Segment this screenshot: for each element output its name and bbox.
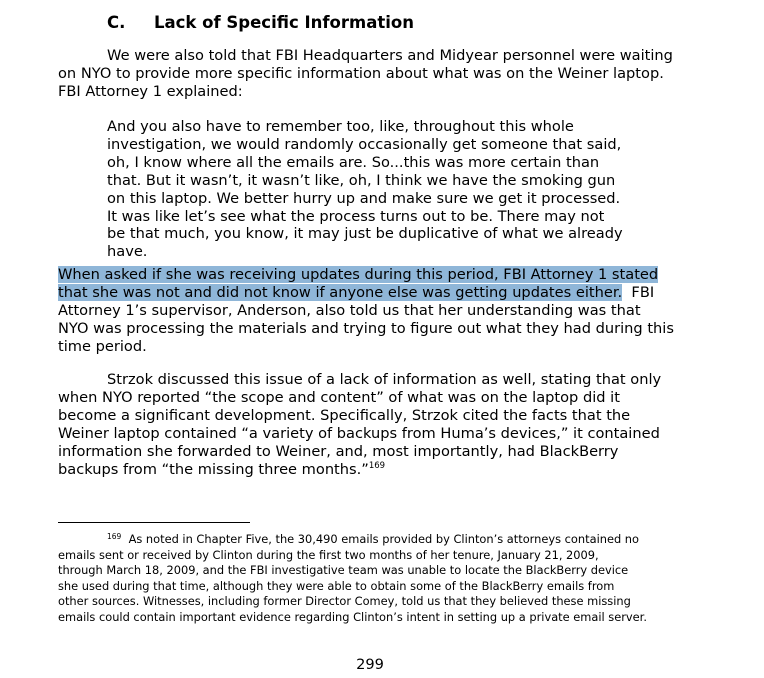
- text-line: [58, 461, 698, 479]
- paragraph-strzok: [58, 371, 698, 479]
- text-line: Attorney 1’s supervisor, Anderson, also told us that her understanding was that: [58, 302, 641, 319]
- text-line: [58, 266, 698, 284]
- footnote-number: 169: [107, 532, 122, 541]
- text-segment: backups from “the missing three months.”: [58, 461, 369, 478]
- footnote-line: [58, 532, 698, 548]
- footnote-reference[interactable]: 169: [368, 461, 386, 471]
- text-line: when NYO reported “the scope and content” of what was on the laptop did it: [58, 389, 620, 406]
- text-line: We were also told that FBI Headquarters and Midyear personnel were waiting: [107, 47, 673, 64]
- footnote: [58, 532, 698, 626]
- block-quote: [107, 118, 647, 261]
- page-number: 299: [356, 656, 384, 673]
- text-line: become a significant development. Specifically, Strzok cited the facts that the: [58, 407, 631, 424]
- quote-line: It was like let’s see what the process turns out to be. There may not: [107, 207, 605, 225]
- quote-line: that. But it wasn’t, it wasn’t like, oh, I think we have the smoking gun: [107, 171, 616, 189]
- text-line: FBI Attorney 1 explained:: [58, 83, 243, 100]
- footnote-divider: [58, 522, 250, 523]
- footnote-line: she used during that time, although they were able to obtain some of the BlackBerry emails from: [58, 578, 615, 593]
- text-line: NYO was processing the materials and trying to figure out what they had during this: [58, 320, 674, 337]
- quote-line: have.: [107, 243, 148, 261]
- quote-line: And you also have to remember too, like, throughout this whole: [107, 118, 574, 135]
- footnote-line: emails sent or received by Clinton during the first two months of her tenure, January 21, 2009,: [58, 547, 599, 562]
- section-title: Lack of Specific Information: [154, 13, 414, 32]
- text-line: Weiner laptop contained “a variety of backups from Huma’s devices,” it contained: [58, 425, 660, 442]
- section-heading: [107, 13, 414, 32]
- paragraph-updates: [58, 266, 698, 356]
- quote-line: be that much, you know, it may just be duplicative of what we already: [107, 225, 623, 243]
- quote-line: investigation, we would randomly occasionally get someone that said,: [107, 135, 622, 153]
- footnote-line: through March 18, 2009, and the FBI investigative team was unable to locate the BlackBerry device: [58, 563, 629, 578]
- footnote-line: emails could contain important evidence regarding Clinton’s intent in setting up a private email server.: [58, 609, 647, 624]
- selected-text-highlight[interactable]: When asked if she was receiving updates during this period, FBI Attorney 1 stated: [58, 266, 659, 283]
- text-line: on NYO to provide more specific information about what was on the Weiner laptop.: [58, 65, 664, 82]
- text-segment: FBI: [622, 284, 655, 301]
- paragraph-intro: [58, 47, 698, 101]
- text-line: [58, 284, 698, 302]
- text-line: time period.: [58, 338, 147, 355]
- text-line: information she forwarded to Weiner, and, most importantly, had BlackBerry: [58, 443, 619, 460]
- text-line: Strzok discussed this issue of a lack of information as well, stating that only: [107, 371, 662, 388]
- quote-line: on this laptop. We better hurry up and make sure we get it processed.: [107, 189, 621, 207]
- section-letter: C.: [107, 13, 126, 32]
- footnote-line: other sources. Witnesses, including former Director Comey, told us that they believed these missing: [58, 594, 631, 609]
- quote-line: oh, I know where all the emails are. So...this was more certain than: [107, 153, 600, 171]
- selected-text-highlight[interactable]: that she was not and did not know if anyone else was getting updates either.: [58, 284, 623, 301]
- text-segment: As noted in Chapter Five, the 30,490 emails provided by Clinton’s attorneys contained no: [121, 532, 640, 546]
